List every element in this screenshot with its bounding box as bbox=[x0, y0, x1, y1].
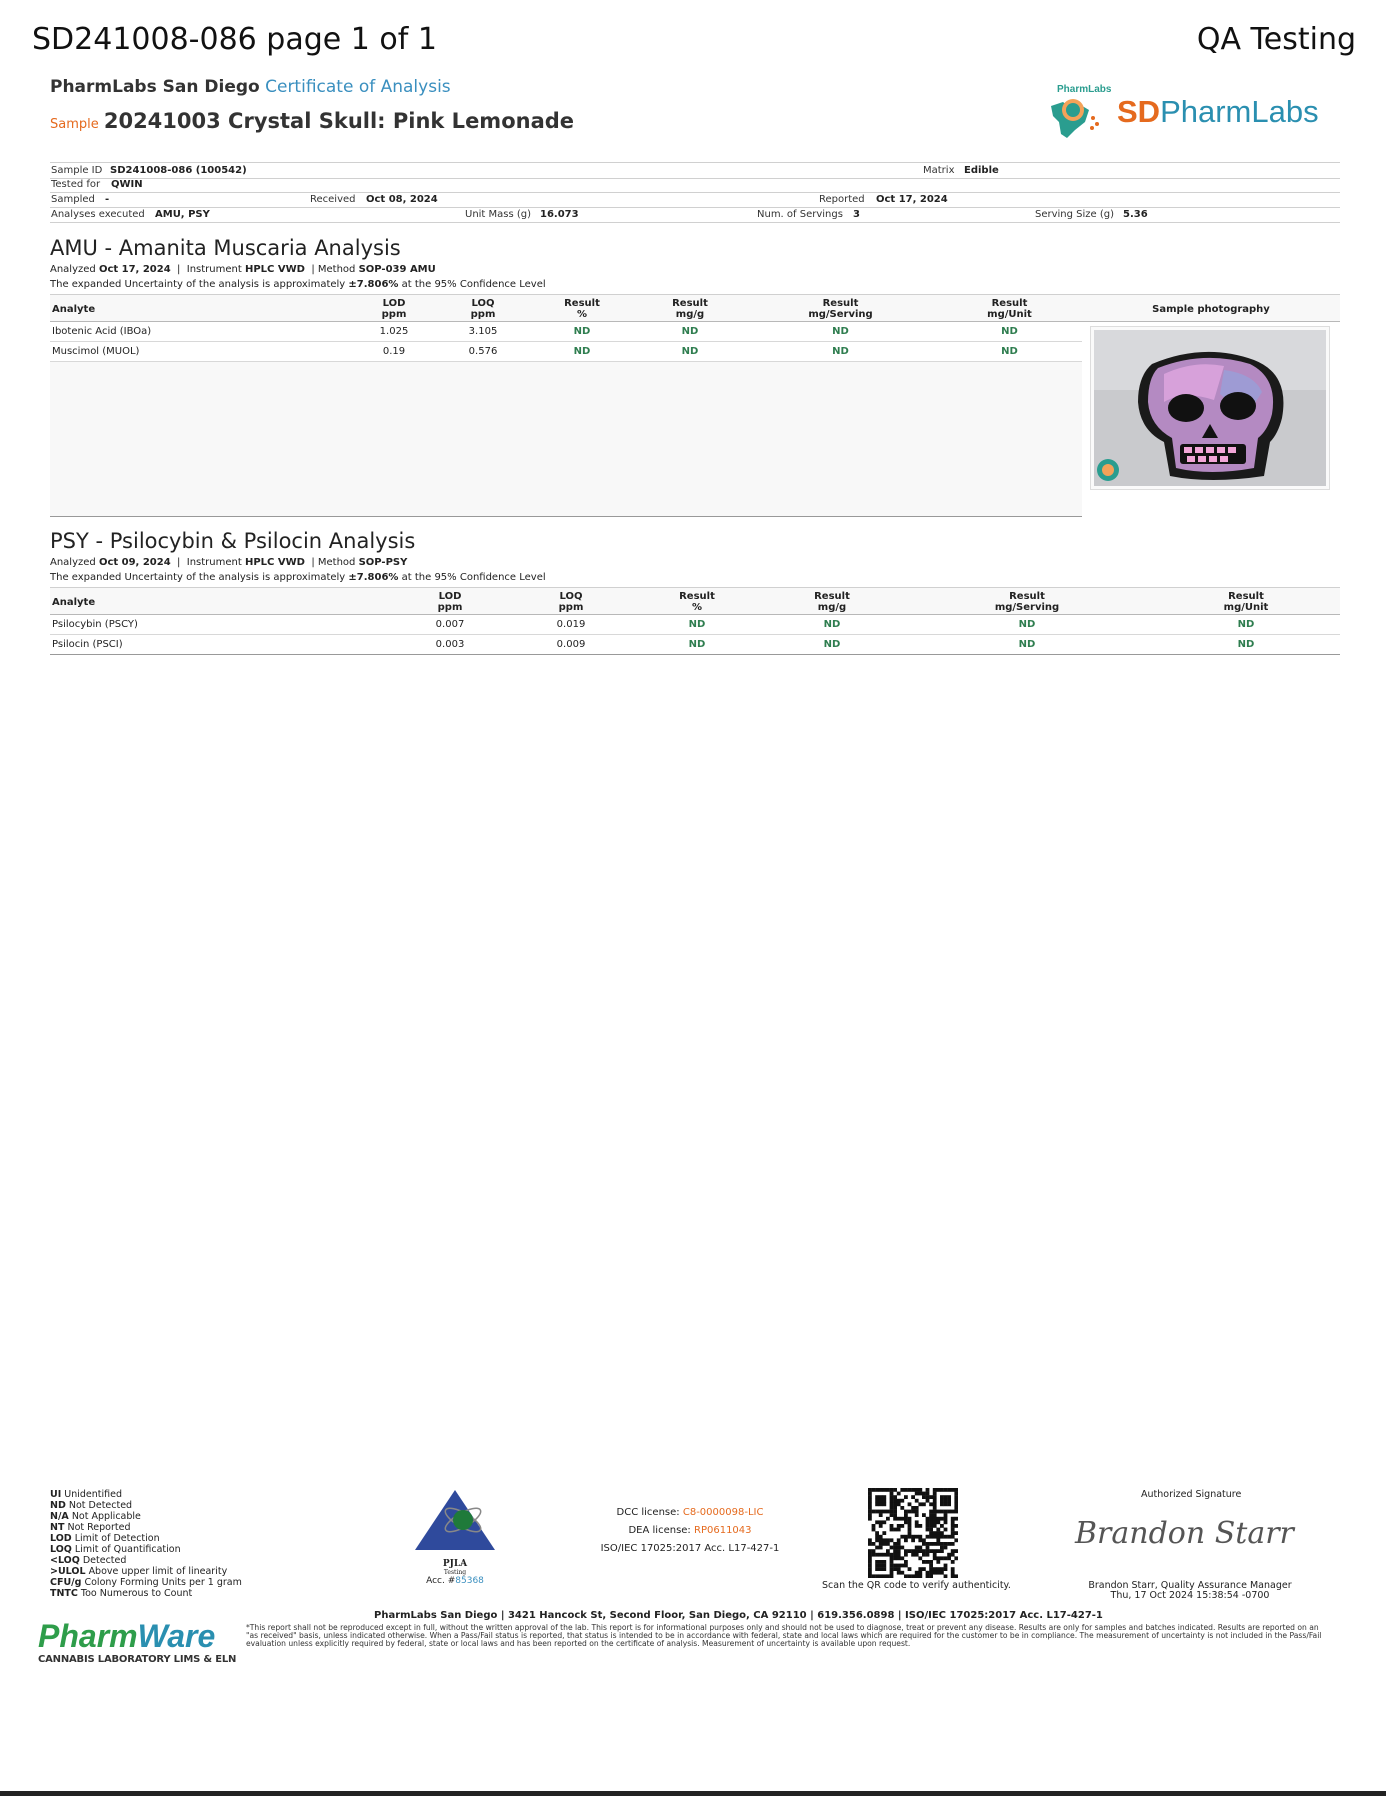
table-row: Ibotenic Acid (IBOa) 1.025 3.105 ND ND ND ND bbox=[50, 322, 1340, 342]
disclaimer: *This report shall not be reproduced except in full, without the written approval of the lab. This report is for informational purposes only and should not be used to diagnose, treat or prevent any disease. Results are only for samples and batches indicated. Results are reported on an "as received" basis, unless indicated otherwise. When a Pass/Fail status is reported, that status is intended to be in accordance with federal, state and local laws which are required for the customer to be in compliance. The measurement of uncertainty is not included in the Pass/Fail evaluation unless explicitly required by federal, state or local laws and has been reported on the certificate of analysis. Measurement of uncertainty is available upon request. bbox=[246, 1623, 1322, 1648]
california-logo-icon bbox=[1045, 78, 1115, 148]
reported-value: Oct 17, 2024 bbox=[876, 194, 948, 205]
legend-item: NT Not Reported bbox=[50, 1522, 131, 1533]
received-value: Oct 08, 2024 bbox=[366, 194, 438, 205]
lab-name: PharmLabs San Diego bbox=[50, 77, 260, 97]
table-row: Psilocin (PSCI) 0.003 0.009 ND ND ND ND bbox=[50, 635, 1340, 655]
info-row-tested-for: Tested for QWIN bbox=[50, 177, 1340, 193]
amu-analysis-meta: Analyzed Oct 17, 2024 | Instrument HPLC VWD | Method SOP-039 AMU bbox=[50, 264, 436, 275]
qr-caption: Scan the QR code to verify authenticity. bbox=[822, 1580, 1011, 1591]
psy-header-row: Analyte LOD ppm LOQ ppm Result % Result mg/g Result mg/Serving Result mg/Unit bbox=[50, 588, 1340, 615]
table-row: Muscimol (MUOL) 0.19 0.576 ND ND ND ND bbox=[50, 342, 1340, 362]
info-row-dates: Sampled - Received Oct 08, 2024 Reported Oct 17, 2024 bbox=[50, 192, 1340, 208]
col-lod: LOD ppm bbox=[350, 295, 438, 322]
info-row-sample-id: Sample ID SD241008-086 (100542) Matrix Edible bbox=[50, 162, 1340, 179]
psy-title: PSY - Psilocybin & Psilocin Analysis bbox=[50, 529, 416, 553]
licenses: DCC license: C8-0000098-LIC DEA license: RP0611043 ISO/IEC 17025:2017 Acc. L17-427-1 bbox=[600, 1507, 780, 1554]
page-bottom-border bbox=[0, 1791, 1386, 1796]
sample-heading bbox=[50, 109, 574, 133]
pharmware-logo: PharmWare CANNABIS LABORATORY LIMS & ELN bbox=[38, 1618, 237, 1665]
legend-item: LOQ Limit of Quantification bbox=[50, 1544, 181, 1555]
legend-item: >ULOL Above upper limit of linearity bbox=[50, 1566, 228, 1577]
legend-item: UI Unidentified bbox=[50, 1489, 123, 1500]
tested-for-value: QWIN bbox=[111, 179, 143, 190]
abbreviation-legend bbox=[50, 1489, 242, 1599]
sample-name: 20241003 Crystal Skull: Pink Lemonade bbox=[103, 109, 575, 133]
col-result-mgserving: Result mg/Serving bbox=[744, 295, 937, 322]
amu-title: AMU - Amanita Muscaria Analysis bbox=[50, 236, 401, 260]
psy-results-table bbox=[50, 587, 1340, 655]
dea-license: RP0611043 bbox=[694, 1525, 752, 1536]
lab-address: PharmLabs San Diego | 3421 Hancock St, Second Floor, San Diego, CA 92110 | 619.356.0898 | ISO/IEC 17025:2017 Acc. L17-427-1 bbox=[374, 1610, 1103, 1621]
analyses-value: AMU, PSY bbox=[155, 209, 210, 220]
col-analyte: Analyte bbox=[50, 295, 350, 322]
legend-item: LOD Limit of Detection bbox=[50, 1533, 160, 1544]
signature-script: Brandon Starr bbox=[1075, 1516, 1294, 1551]
psy-uncertainty: The expanded Uncertainty of the analysis is approximately ±7.806% at the 95% Confidence Level bbox=[50, 572, 546, 583]
qr-code-icon[interactable] bbox=[868, 1488, 958, 1578]
sample-label: Sample bbox=[50, 117, 99, 132]
signature-title: Authorized Signature bbox=[1141, 1489, 1242, 1500]
report-id: SD241008-086 page 1 of 1 bbox=[32, 22, 437, 57]
pjla-logo-icon bbox=[413, 1488, 497, 1556]
col-result-mgg: Result mg/g bbox=[636, 295, 744, 322]
sample-id-value: SD241008-086 (100542) bbox=[110, 165, 247, 176]
legend-item: ND Not Detected bbox=[50, 1500, 133, 1511]
sdpharmlabs-logo bbox=[1045, 78, 1345, 148]
amu-header-row bbox=[50, 295, 1340, 322]
signatory: Brandon Starr, Quality Assurance Manager Thu, 17 Oct 2024 15:38:54 -0700 bbox=[1088, 1580, 1292, 1601]
col-loq: LOQ ppm bbox=[438, 295, 528, 322]
legend-item: TNTC Too Numerous to Count bbox=[50, 1588, 193, 1599]
doc-type: Certificate of Analysis bbox=[265, 77, 451, 97]
matrix-value: Edible bbox=[964, 165, 999, 176]
pjla-accreditation: PJLA Testing Acc. #85368 bbox=[410, 1488, 500, 1588]
col-sample-photo: Sample photography bbox=[1082, 295, 1340, 322]
logo-wordmark: SDPharmLabs bbox=[1117, 94, 1319, 129]
lab-heading bbox=[50, 77, 451, 97]
col-result-mgunit: Result mg/Unit bbox=[937, 295, 1082, 322]
amu-uncertainty: The expanded Uncertainty of the analysis is approximately ±7.806% at the 95% Confidence Level bbox=[50, 279, 546, 290]
legend-item: CFU/g Colony Forming Units per 1 gram bbox=[50, 1577, 242, 1588]
sample-photo-frame bbox=[1090, 326, 1330, 490]
sample-photograph bbox=[1094, 330, 1326, 486]
amu-results-table bbox=[50, 294, 1340, 517]
qa-testing-label: QA Testing bbox=[1196, 22, 1356, 57]
psy-analysis-meta: Analyzed Oct 09, 2024 | Instrument HPLC VWD | Method SOP-PSY bbox=[50, 557, 408, 568]
logo-arc-text: PharmLabs bbox=[1057, 84, 1112, 95]
legend-item: N/A Not Applicable bbox=[50, 1511, 141, 1522]
table-row: Psilocybin (PSCY) 0.007 0.019 ND ND ND ND bbox=[50, 615, 1340, 635]
dcc-license: C8-0000098-LIC bbox=[682, 1507, 764, 1518]
info-row-analyses: Analyses executed AMU, PSY Unit Mass (g) 16.073 Num. of Servings 3 Serving Size (g) 5.36 bbox=[50, 207, 1340, 223]
legend-item: <LOQ Detected bbox=[50, 1555, 127, 1566]
col-result-pct: Result % bbox=[528, 295, 636, 322]
